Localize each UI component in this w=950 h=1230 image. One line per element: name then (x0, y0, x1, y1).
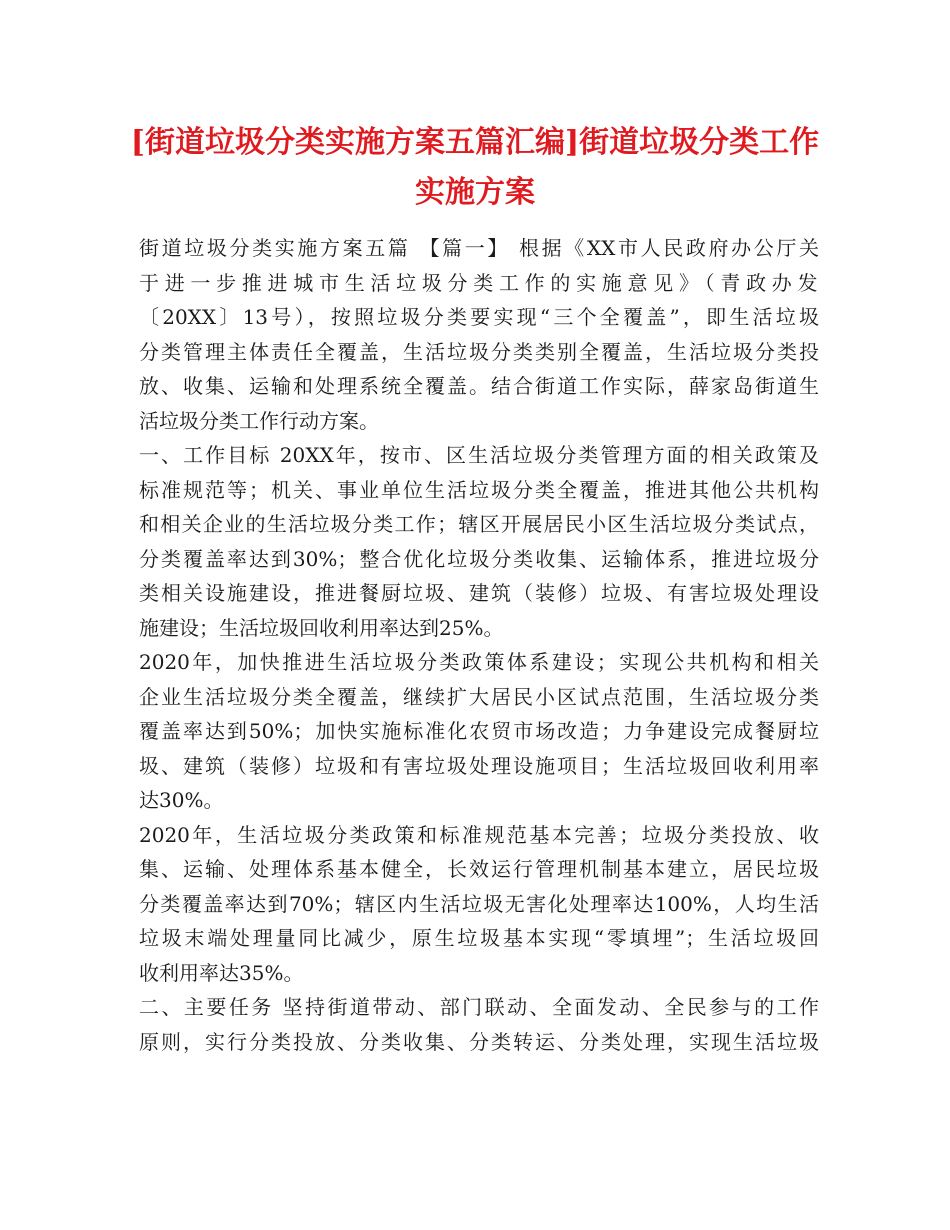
text-line: 一、工作目标 20XX年，按市、区生活垃圾分类管理方面的相关政策及 (139, 443, 819, 467)
paragraph-goals (139, 438, 819, 645)
paragraph-2020-b (139, 818, 819, 991)
text-line: 原则，实行分类投放、分类收集、分类转运、分类处理，实现生活垃圾 (139, 1029, 819, 1054)
text-line: 分类管理主体责任全覆盖，生活垃圾分类类别全覆盖，生活垃圾分类投 (139, 339, 819, 364)
text-line: 圾、建筑（装修）垃圾和有害垃圾处理设施项目；生活垃圾回收利用率 (139, 753, 819, 778)
text-line: 放、收集、运输和处理系统全覆盖。结合街道工作实际，薛家岛街道生 (139, 374, 819, 398)
paragraph-intro (139, 231, 819, 438)
title-line-2: 实施方案 (415, 175, 535, 210)
text-line: 收利用率达35%。 (139, 960, 304, 985)
text-line: 街道垃圾分类实施方案五篇 【篇一】 根据《XX市人民政府办公厅关 (139, 236, 819, 260)
text-line: 〔20XX〕13号），按照垃圾分类要实现“三个全覆盖”，即生活垃圾 (139, 305, 819, 329)
text-line: 分类覆盖率达到30%；整合优化垃圾分类收集、运输体系，推进垃圾分 (139, 546, 819, 571)
text-line: 二、主要任务 坚持街道带动、部门联动、全面发动、全民参与的工作 (139, 995, 819, 1019)
paragraph-tasks (139, 990, 819, 1059)
text-line: 2020年，生活垃圾分类政策和标准规范基本完善；垃圾分类投放、收 (139, 822, 819, 847)
document-body (139, 231, 819, 1059)
text-line: 类相关设施建设，推进餐厨垃圾、建筑（装修）垃圾、有害垃圾处理设 (139, 581, 819, 605)
text-line: 标准规范等；机关、事业单位生活垃圾分类全覆盖，推进其他公共机构 (139, 477, 819, 502)
text-line: 垃圾末端处理量同比减少，原生垃圾基本实现“零填埋”；生活垃圾回 (139, 926, 819, 950)
text-line: 和相关企业的生活垃圾分类工作；辖区开展居民小区生活垃圾分类试点， (139, 512, 819, 536)
text-line: 施建设；生活垃圾回收利用率达到25%。 (139, 615, 504, 640)
text-line: 2020年，加快推进生活垃圾分类政策体系建设；实现公共机构和相关 (139, 650, 819, 674)
text-line: 集、运输、处理体系基本健全，长效运行管理机制基本建立，居民垃圾 (139, 857, 819, 881)
text-line: 企业生活垃圾分类全覆盖，继续扩大居民小区试点范围，生活垃圾分类 (139, 684, 819, 709)
document-title (120, 118, 830, 218)
text-line: 活垃圾分类工作行动方案。 (139, 408, 379, 433)
text-line: 分类覆盖率达到70%；辖区内生活垃圾无害化处理率达100%，人均生活 (139, 891, 819, 916)
text-line: 覆盖率达到50%；加快实施标准化农贸市场改造；力争建设完成餐厨垃 (139, 719, 819, 743)
title-line-1: [街道垃圾分类实施方案五篇汇编]街道垃圾分类工作 (130, 125, 820, 160)
text-line: 于进一步推进城市生活垃圾分类工作的实施意见》（青政办发 (139, 270, 819, 295)
text-line: 达30%。 (139, 788, 224, 812)
paragraph-2020-a (139, 645, 819, 818)
